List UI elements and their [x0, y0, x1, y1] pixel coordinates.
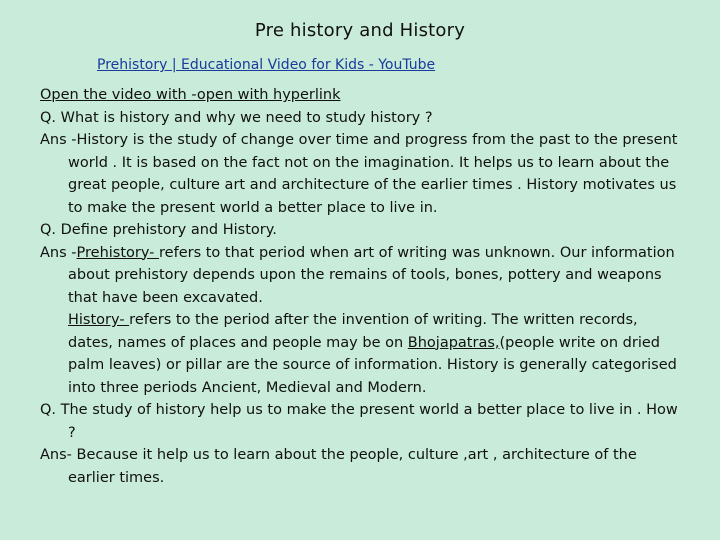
term-prehistory: Prehistory-: [76, 244, 160, 261]
answer-2-history: [40, 309, 680, 399]
answer-3: Ans- Because it help us to learn about the people, culture ,art , architecture of the earlier times.: [40, 447, 637, 486]
instruction-text: Open the video with -open with hyperlink: [40, 87, 341, 103]
question-3: Q. The study of history help us to make the present world a better place to live in . How ?: [40, 402, 678, 441]
answer-2-history-text-1: refers to the period after the invention of writing. The written records, dates, names of places and people may be on: [68, 312, 638, 351]
question-2: Q. Define prehistory and History.: [40, 222, 277, 238]
question-1: Q. What is history and why we need to study history ?: [40, 109, 433, 126]
term-history: History-: [68, 312, 130, 328]
answer-2-prehistory-text: refers to that period when art of writing was unknown. Our information about prehistory depends upon the remains of tools, bones, pottery and weapons that have been excavated.: [68, 244, 675, 306]
youtube-video-link[interactable]: Prehistory | Educational Video for Kids - YouTube: [97, 57, 436, 73]
answer-2-history-text-2: (people write on dried palm leaves) or pillar are the source of information. History is generally categorised into three periods Ancient, Medieval and Modern.: [68, 334, 677, 396]
answer-1: Ans -History is the study of change over time and progress from the past to the present world . It is based on the fact not on the imagination. It helps us to learn about the great people, culture art and architecture of the earlier times . History motivates us to make the present world a better place to live in.: [40, 132, 678, 216]
answer-2-prefix: Ans -: [40, 244, 77, 261]
instruction-line: [40, 84, 680, 107]
answer-2-prehistory: [40, 242, 680, 310]
slide-content: [40, 84, 680, 489]
term-bhojapatras: Bhojapatras,: [407, 334, 500, 351]
slide-title: Pre history and History: [254, 20, 466, 41]
